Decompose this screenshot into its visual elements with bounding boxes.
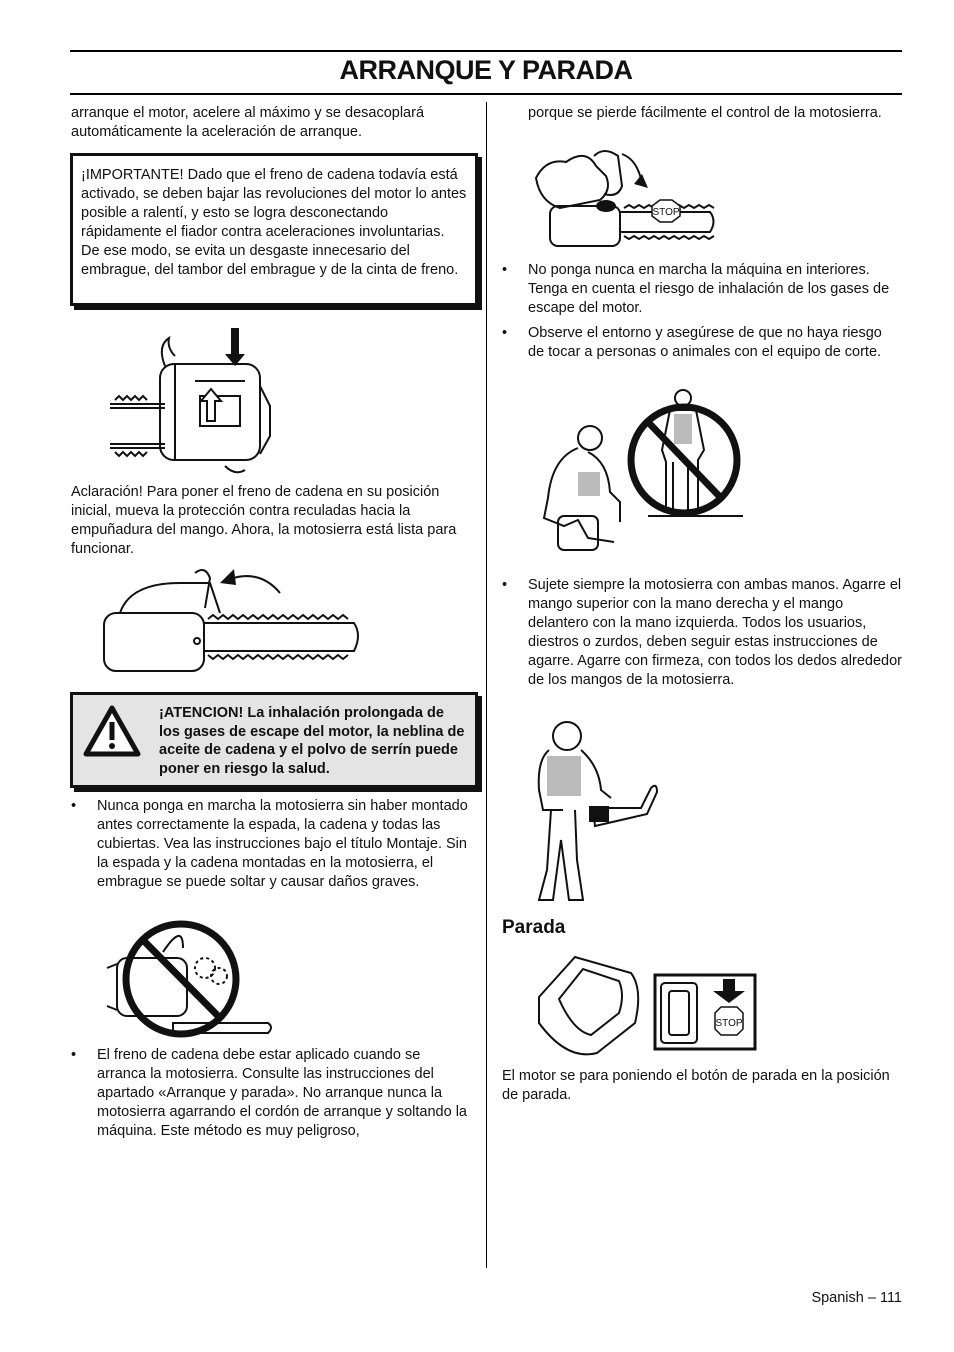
- column-divider: [486, 102, 487, 1268]
- bullet-dot: •: [71, 1047, 77, 1063]
- stop-switch-illustration: [535, 953, 757, 1057]
- parada-text: El motor se para poniendo el botón de parada en la posición de parada.: [502, 1068, 890, 1103]
- page-title: ARRANQUE Y PARADA: [339, 55, 633, 85]
- title-underline: [70, 93, 902, 95]
- two-hand-grip-illustration: [533, 716, 658, 908]
- left-bullet-2-text: El freno de cadena debe estar aplicado cuando se arranca la motosierra. Consulte las instrucciones del apartado «Arranque y parada». No arranque nunca la motosierra agarrando el cordón de arranque y soltando la máquina. Este método es muy peligroso,: [97, 1047, 467, 1139]
- page-number: Spanish – 111: [811, 1290, 902, 1306]
- warning-box: [70, 692, 478, 788]
- bullet-dot: •: [71, 798, 77, 814]
- right-bullet-1-text: No ponga nunca en marcha la máquina en interiores. Tenga en cuenta el riesgo de inhalación de los gases de escape del motor.: [528, 262, 890, 316]
- right-intro-text: porque se pierde fácilmente el control de la motosierra.: [528, 105, 882, 121]
- right-bullet-2-text: Observe el entorno y asegúrese de que no haya riesgo de tocar a personas o animales con el equipo de corte.: [528, 325, 882, 360]
- right-bullet-3-text: Sujete siempre la motosierra con ambas manos. Agarre el mango superior con la mano derecha y el mango delantero con la mano izquierda. Todos los usuarios, diestros o zurdos, deben seguir estas instrucciones de agarre. Agarre con firmeza, con todos los dedos alrededor de los mangos de la motosierra.: [528, 577, 902, 688]
- stop-switch-label: STOP: [715, 1018, 743, 1029]
- warning-text: ¡ATENCION! La inhalación prolongada de los gases de escape del motor, la neblina de aceite de cadena y el polvo de serrín puede poner en riesgo la salud.: [159, 705, 465, 777]
- left-bullet-1: [71, 797, 473, 912]
- clarification-text: Aclaración! Para poner el freno de cadena en su posición inicial, mueva la protección contra reculadas hacia la empuñadura del mango. Ahora, la motosierra está lista para funcionar.: [71, 484, 457, 557]
- right-bullet-1: [502, 261, 902, 321]
- left-intro-text: arranque el motor, acelere al máximo y se desacoplará automáticamente la aceleración de arranque.: [71, 105, 425, 140]
- bystander-warning-illustration: [538, 388, 743, 556]
- parada-heading: Parada: [502, 917, 566, 938]
- right-bullet-3: [502, 576, 902, 711]
- left-bullet-1-text: Nunca ponga en marcha la motosierra sin haber montado antes correctamente la espada, la cadena y todas las cubiertas. Vea las instrucciones bajo el título Montaje. Sin la espada y la cadena montadas en la motosierra, el embrague se puede soltar y causar daños graves.: [97, 798, 468, 890]
- important-text: ¡IMPORTANTE! Dado que el freno de cadena todavía está activado, se deben bajar las revoluciones del motor lo antes posible a ralentí, y esto se logra desconectando rápidamente el fiador contra aceleraciones involuntarias. De ese modo, se evita un desgaste innecesario del embrague, del tambor del embrague y de la cinta de freno.: [81, 167, 467, 278]
- top-rule: [70, 50, 902, 52]
- bullet-dot: •: [502, 325, 508, 341]
- dropping-chainsaw-stop-illustration: [530, 148, 720, 250]
- stop-sign-label: STOP: [652, 207, 680, 218]
- right-bullet-2: [502, 324, 902, 384]
- bullet-dot: •: [502, 577, 508, 593]
- left-bullet-2: [71, 1046, 473, 1146]
- bullet-dot: •: [502, 262, 508, 278]
- important-box: [70, 153, 478, 306]
- no-start-without-bar-illustration: [103, 918, 278, 1038]
- chain-brake-engage-illustration: [105, 326, 275, 476]
- warning-triangle-icon: [83, 705, 141, 757]
- chain-brake-release-illustration: [100, 563, 365, 678]
